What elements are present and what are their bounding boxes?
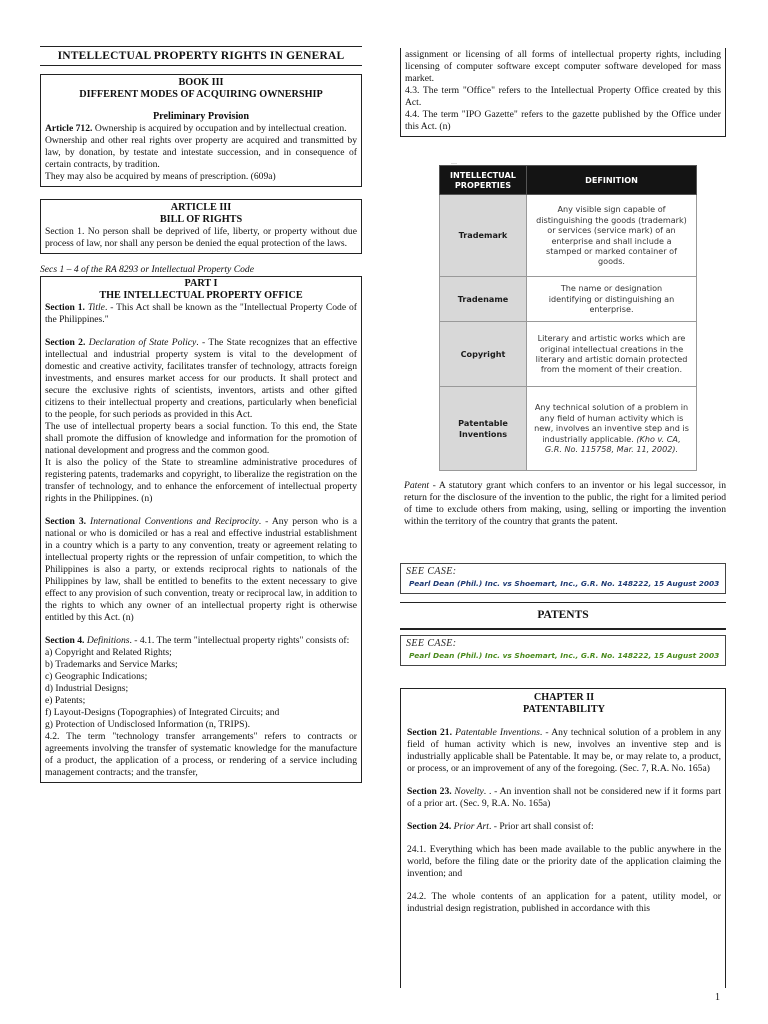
see-case-label: SEE CASE: [406,638,457,649]
case-citation-link[interactable]: Pearl Dean (Phil.) Inc. vs Shoemart, Inc., G.R. No. 148222, 15 August 2003 [409,579,720,588]
ipo-heading: THE INTELLECTUAL PROPERTY OFFICE [99,290,303,301]
section-4-2-continued: assignment or licensing of all forms of intellectual property rights, including licensing of computer software except computer software developed for mass market. [405,49,721,84]
article3-box [40,199,362,254]
table-cell-term: Patentable Inventions [440,387,527,471]
chapter2-heading: CHAPTER II [533,692,595,703]
book3-paragraph: Ownership and other real rights over property are acquired and transmitted by law, by donation, by testate and intestate succession, and in consequence of certain contracts, by tradition. [45,135,357,170]
bill-of-rights-heading: BILL OF RIGHTS [159,214,243,225]
see-case-box [400,563,726,594]
page-title: INTELLECTUAL PROPERTY RIGHTS IN GENERAL [40,46,362,66]
left-column [40,44,362,783]
chapter2-box [400,688,726,988]
section-4: Section 4. Definitions. - 4.1. The term "intellectual property rights" consists of: [45,635,350,646]
list-item: g) Protection of Undisclosed Information (n, TRIPS). [45,719,250,730]
section-24: Section 24. Prior Art. - Prior art shall consist of: [407,821,594,832]
patents-heading: PATENTS [537,609,589,622]
book3-box [40,74,362,187]
table-row [440,277,697,322]
table-cell-term: Copyright [440,322,527,387]
patentability-heading: PATENTABILITY [522,704,606,715]
section-24-1: 24.1. Everything which has been made available to the public anywhere in the world, before the filing date or the priority date of the application claiming the invention; and [407,844,721,879]
book3-paragraph: They may also be acquired by means of prescription. (609a) [45,171,276,182]
list-item: c) Geographic Indications; [45,671,148,682]
right-lower-column [404,480,726,528]
table-row [440,195,697,277]
column-header: INTELLECTUAL PROPERTIES [440,166,527,195]
table-cell-definition: Any technical solution of a problem in any field of human activity which is new, involves an inventive step and is industrially applicable. (Kho v. CA, G.R. No. 115758, Mar. 11, 2002). [527,387,697,471]
section-23: Section 23. Novelty. . - An invention shall not be considered new if it forms part of a prior art. (Sec. 9, R.A. No. 165a) [407,786,721,809]
book3-heading: BOOK III [178,77,224,88]
see-case-label: SEE CASE: [406,566,457,577]
section-2: Section 2. Declaration of State Policy. - The State recognizes that an effective intellectual and industrial property system is vital to the development of domestic and creative activity, facilitates transfer of technology, attracts foreign investments, and ensures market access for our products. It shall protect and secure the exclusive rights of scientists, inventors, artists and other gifted citizens to their intellectual property and creations, particularly when beneficial to the people, for such periods as provided in this Act. [45,337,357,420]
table-cell-term: Tradename [440,277,527,322]
section-1: Section 1. Title. - This Act shall be known as the "Intellectual Property Code of the Philippines." [45,302,357,325]
section-3: Section 3. International Conventions and Reciprocity. - Any person who is a national or who is domiciled or has a real and effective industrial establishment in a country which is a party to any convention, treaty or agreement relating to intellectual property rights or the repression of unfair competition, to which the Philippines is also a party, or extends reciprocal rights to nationals of the Philippines by law, shall be entitled to benefits to the extent necessary to give effect to any provision of such convention, treaty or reciprocal law, in addition to the rights to which any owner of an intellectual property right is otherwise entitled by this Act. (n) [45,516,357,623]
ra-heading: Secs 1 – 4 of the RA 8293 or Intellectual Property Code [40,264,254,275]
preliminary-provision-heading: Preliminary Provision [152,111,250,122]
part1-box [40,276,362,783]
table-cell-definition: Any visible sign capable of distinguishing the goods (trademark) or services (service mark) of an enterprise and shall include a stamped or marked container of goods. [527,195,697,277]
section-4-4: 4.4. The term "IPO Gazette" refers to the gazette published by the Office under this Act. (n) [405,109,721,132]
table-row [440,387,697,471]
table-cell-definition: The name or designation identifying or distinguishing an enterprise. [527,277,697,322]
page-number: 1 [715,992,720,1003]
section-2-paragraph: It is also the policy of the State to streamline administrative procedures of registering patents, trademarks and copyright, to liberalize the registration on the transfer of technology, and to enhance the enforcement of intellectual property rights in the Philippines. (n) [45,457,357,504]
book3-subheading: DIFFERENT MODES OF ACQUIRING OWNERSHIP [79,89,323,100]
list-item: a) Copyright and Related Rights; [45,647,172,658]
article3-heading: ARTICLE III [170,202,232,213]
section-4-3: 4.3. The term "Office" refers to the Intellectual Property Office created by this Act. [405,85,721,108]
section-24-2: 24.2. The whole contents of an application for a patent, utility model, or industrial design registration, published in accordance with this [407,891,721,914]
table-mark: … [451,160,457,166]
section-4-2: 4.2. The term "technology transfer arrangements" refers to contracts or agreements involving the transfer of systematic knowledge for the manufacture of a product, the application of a process, or rendering of a service including management contracts; and the transfer, [45,731,357,778]
column-header: DEFINITION [527,166,697,195]
ip-definitions-table [439,165,697,471]
list-item: b) Trademarks and Service Marks; [45,659,178,670]
ip-rights-list [45,647,357,731]
list-item: f) Layout-Designs (Topographies) of Integrated Circuits; and [45,707,280,718]
patents-section-heading [400,602,726,630]
see-case-box [400,635,726,666]
table-cell-definition: Literary and artistic works which are original intellectual creations in the literary and artistic domain protected from the moment of their creation. [527,322,697,387]
part1-heading: PART I [184,278,218,289]
section-21: Section 21. Patentable Inventions. - Any technical solution of a problem in any field of human activity which is new, involves an inventive step and is industrially applicable shall be Patentable. It may be, or may relate to, a product, or process, or an improvement of any of the foregoing. (Sec. 7, R.A. No. 165a) [407,727,721,774]
list-item: e) Patents; [45,695,86,706]
right-top-box [400,48,726,137]
article-712: Article 712. Ownership is acquired by occupation and by intellectual creation. [45,123,347,134]
table-header-row [440,166,697,195]
case-citation-link[interactable]: Pearl Dean (Phil.) Inc. vs Shoemart, Inc., G.R. No. 148222, 15 August 2003 [409,651,720,660]
article3-section1: Section 1. No person shall be deprived of life, liberty, or property without due process of law, nor shall any person be denied the equal protection of the laws. [45,226,357,249]
table-row [440,322,697,387]
list-item: d) Industrial Designs; [45,683,129,694]
table-cell-term: Trademark [440,195,527,277]
section-2-paragraph: The use of intellectual property bears a social function. To this end, the State shall promote the diffusion of knowledge and information for the promotion of national development and progress and the common good. [45,421,357,456]
patent-definition: Patent - A statutory grant which confers to an inventor or his legal successor, in return for the disclosure of the invention to the public, the right for a limited period of time to exclude others from making, using, selling or importing the invention within the territory of the country that grants the patent. [404,480,726,527]
